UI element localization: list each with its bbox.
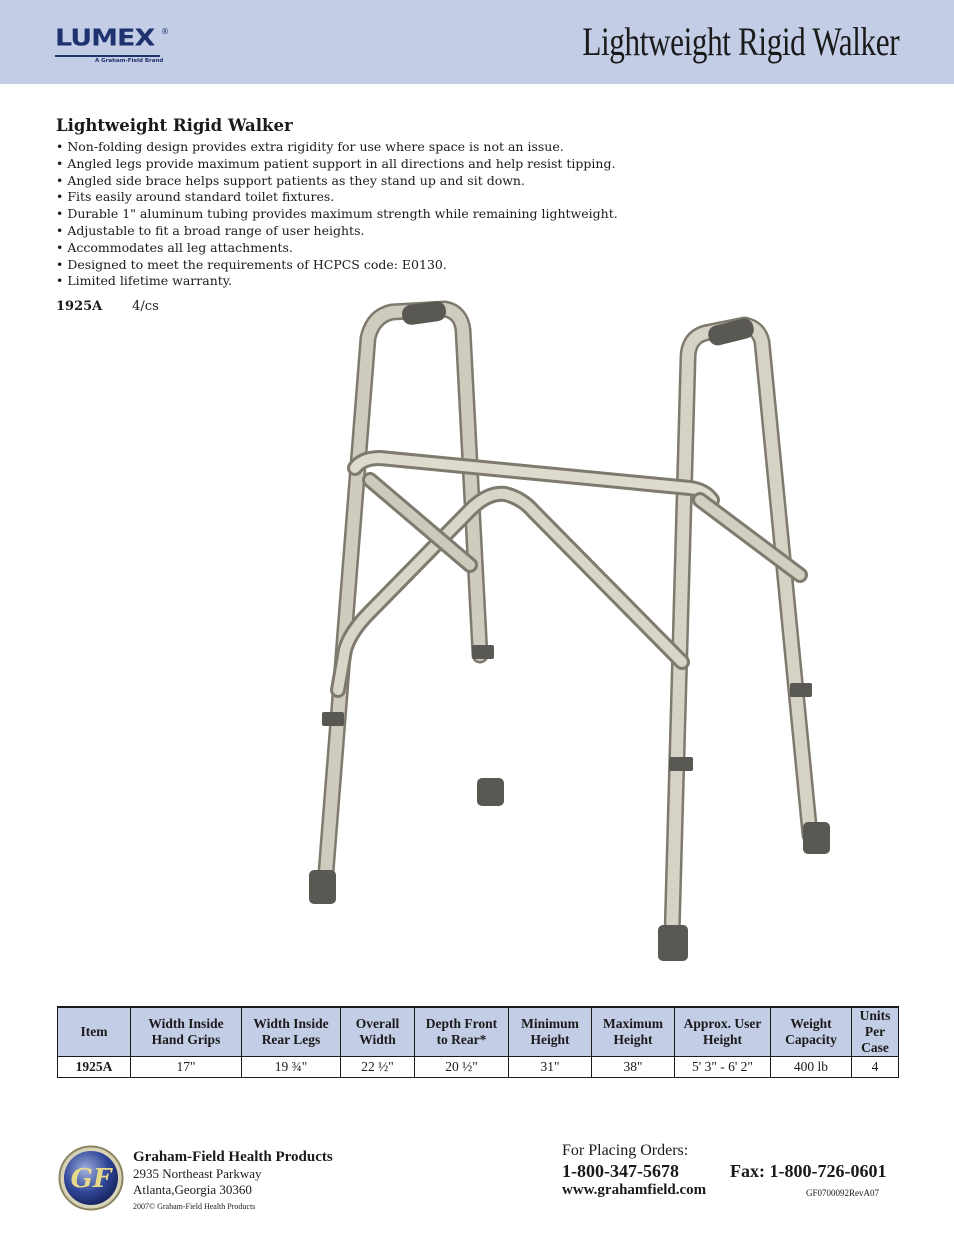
graham-field-seal [58,1145,124,1211]
table-cell: 1925A [58,1057,131,1078]
document-title: Lightweight Rigid Walker [582,19,899,64]
item-line [56,299,159,314]
table-cell: 17" [131,1057,242,1078]
seal-text: GF [70,1164,112,1194]
specs-header-row [58,1007,899,1057]
fax-number: Fax: 1-800-726-0601 [730,1161,887,1181]
table-cell: 20 ½" [415,1057,509,1078]
feature-item: • Angled legs provide maximum patient support in all directions and help resist tipping. [56,155,616,171]
feature-item: • Adjustable to fit a broad range of user heights. [56,222,365,238]
copyright-text: 2007© Graham-Field Health Products [133,1202,256,1211]
header-cell: Item [58,1007,131,1057]
item-code: 1925A [56,299,103,314]
feature-list [56,139,618,290]
company-name: Graham-Field Health Products [133,1149,333,1165]
specs-table [57,1006,899,1078]
header-cell: Minimum Height [509,1007,592,1057]
table-cell: 19 ¾" [242,1057,341,1078]
product-heading: Lightweight Rigid Walker [56,116,293,135]
header-cell: Units Per Case [852,1007,899,1057]
table-cell: 38" [592,1057,675,1078]
header-cell: Approx. User Height [675,1007,771,1057]
feature-item: • Durable 1" aluminum tubing provides maximum strength while remaining lightweight. [56,206,618,222]
registered-mark: ® [161,27,169,36]
header-band [0,0,954,84]
walker-image [300,296,840,968]
feature-item: • Angled side brace helps support patients as they stand up and sit down. [56,172,525,188]
table-cell: 4 [852,1057,899,1078]
header-cell: Weight Capacity [771,1007,852,1057]
address-line: 2935 Northeast Parkway [133,1166,262,1181]
header-cell: Width Inside Hand Grips [131,1007,242,1057]
lumex-logo [55,26,167,66]
table-cell: 31" [509,1057,592,1078]
pack-quantity: 4/cs [132,299,159,314]
header-cell: Depth Front to Rear* [415,1007,509,1057]
feature-item: • Designed to meet the requirements of HCPCS code: E0130. [56,256,447,272]
feature-item: • Accommodates all leg attachments. [56,239,293,255]
orders-label: For Placing Orders: [562,1142,689,1159]
header-cell: Width Inside Rear Legs [242,1007,341,1057]
document-code: GF0700092RevA07 [806,1188,880,1198]
table-cell: 400 lb [771,1057,852,1078]
phone-number: 1-800-347-5678 [562,1161,679,1181]
address-line: Atlanta,Georgia 30360 [133,1181,252,1197]
header-cell: Overall Width [341,1007,415,1057]
website-link[interactable]: www.grahamfield.com [562,1182,707,1198]
table-cell: 22 ½" [341,1057,415,1078]
feature-item: • Non-folding design provides extra rigidity for use where space is not an issue. [56,139,564,154]
company-address [133,1166,262,1197]
table-cell: 5' 3" - 6' 2" [675,1057,771,1078]
brand-tagline: A Graham-Field Brand [95,58,164,64]
table-row [58,1057,899,1078]
brand-wordmark: LUMEX [55,25,155,52]
logo-rule [55,55,160,57]
header-cell: Maximum Height [592,1007,675,1057]
feature-item: • Limited lifetime warranty. [56,273,233,289]
feature-item: • Fits easily around standard toilet fixtures. [56,189,335,205]
